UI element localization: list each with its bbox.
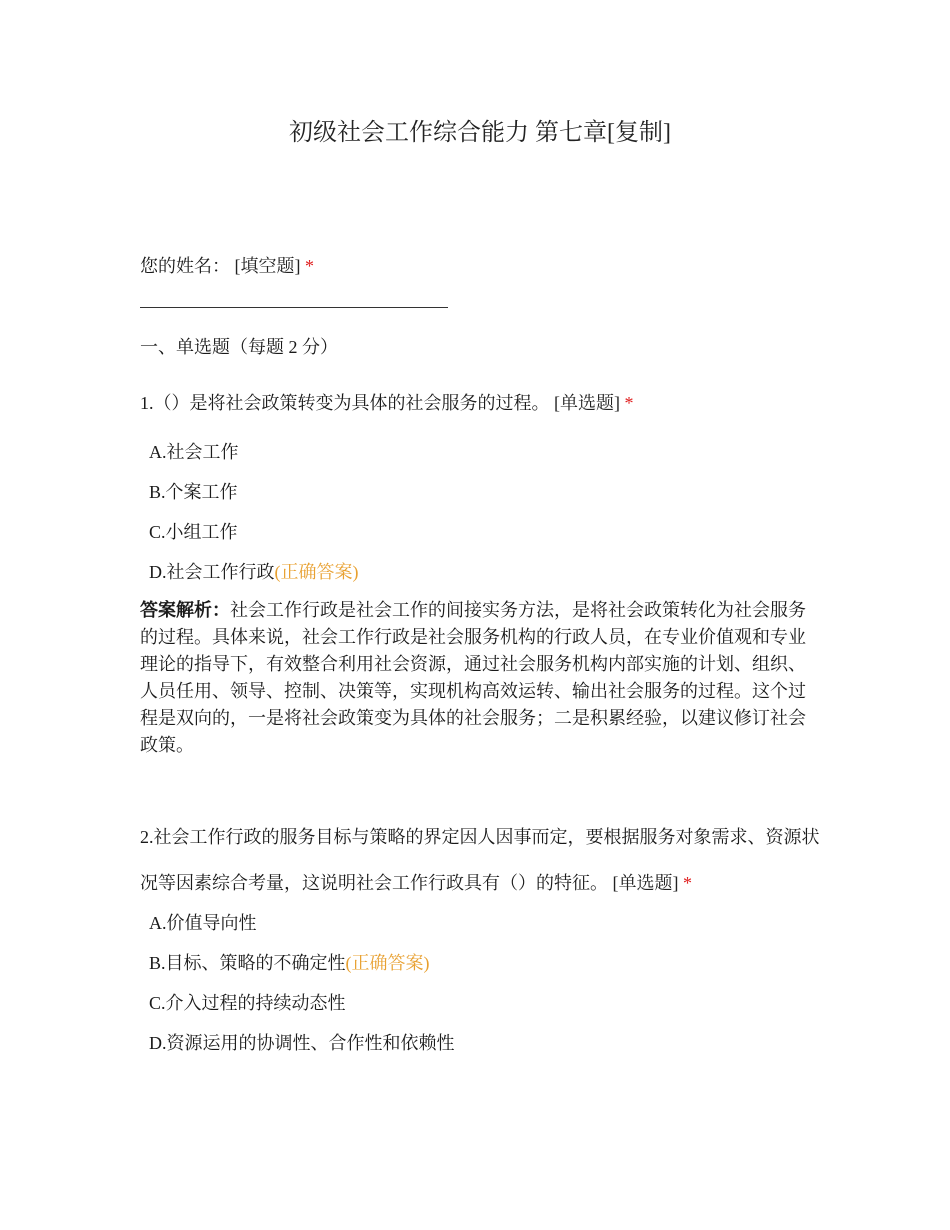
question-2-option-d[interactable]	[149, 1029, 455, 1055]
name-input-line[interactable]	[140, 307, 448, 308]
analysis-label: 答案解析：	[140, 600, 230, 620]
question-2-text: 2.社会工作行政的服务目标与策略的界定因人因事而定，要根据服务对象需求、资源状况等因素综合考量，这说明社会工作行政具有（）的特征。	[140, 827, 820, 893]
name-field-label	[140, 252, 314, 278]
option-label: D.资源运用的协调性、合作性和依赖性	[149, 1033, 455, 1053]
option-label: C.介入过程的持续动态性	[149, 993, 346, 1013]
question-1-option-a[interactable]	[149, 438, 239, 464]
correct-answer-mark: (正确答案)	[345, 953, 430, 973]
option-label: D.社会工作行政	[149, 562, 275, 582]
name-field-type-tag: [填空题]	[234, 256, 301, 276]
question-1-option-c[interactable]	[149, 518, 238, 544]
section-heading: 一、单选题（每题 2 分）	[140, 337, 338, 357]
option-label: B.目标、策略的不确定性	[149, 953, 346, 973]
required-mark: *	[305, 256, 314, 276]
question-2-type-tag: [单选题]	[612, 873, 679, 893]
option-label: C.小组工作	[149, 522, 238, 542]
required-mark: *	[624, 393, 634, 413]
question-1-option-b[interactable]	[149, 478, 238, 504]
question-1-type-tag: [单选题]	[554, 393, 620, 413]
question-2-option-c[interactable]	[149, 989, 346, 1015]
question-1-option-d[interactable]	[149, 558, 359, 584]
question-2-option-b[interactable]	[149, 949, 430, 975]
question-1-text: 1.（）是将社会政策转变为具体的社会服务的过程。	[140, 393, 550, 413]
analysis-text: 社会工作行政是社会工作的间接实务方法，是将社会政策转化为社会服务的过程。具体来说，社会工作行政是社会服务机构的行政人员，在专业价值观和专业理论的指导下，有效整合利用社会资源，通过社会服务机构内部实施的计划、组织、人员任用、领导、控制、决策等，实现机构高效运转、输出社会服务的过程。这个过程是双向的，一是将社会政策变为具体的社会服务；二是积累经验，以建议修订社会政策。	[140, 600, 806, 755]
name-field-text: 您的姓名：	[140, 256, 230, 276]
required-mark: *	[683, 873, 692, 893]
question-1-analysis	[140, 597, 820, 759]
page-title: 初级社会工作综合能力 第七章[复制]	[289, 120, 671, 146]
option-label: A.价值导向性	[149, 913, 257, 933]
correct-answer-mark: (正确答案)	[274, 562, 359, 582]
question-1	[140, 380, 820, 426]
question-2	[140, 814, 820, 906]
option-label: B.个案工作	[149, 482, 238, 502]
option-label: A.社会工作	[149, 442, 239, 462]
question-2-option-a[interactable]	[149, 909, 257, 935]
